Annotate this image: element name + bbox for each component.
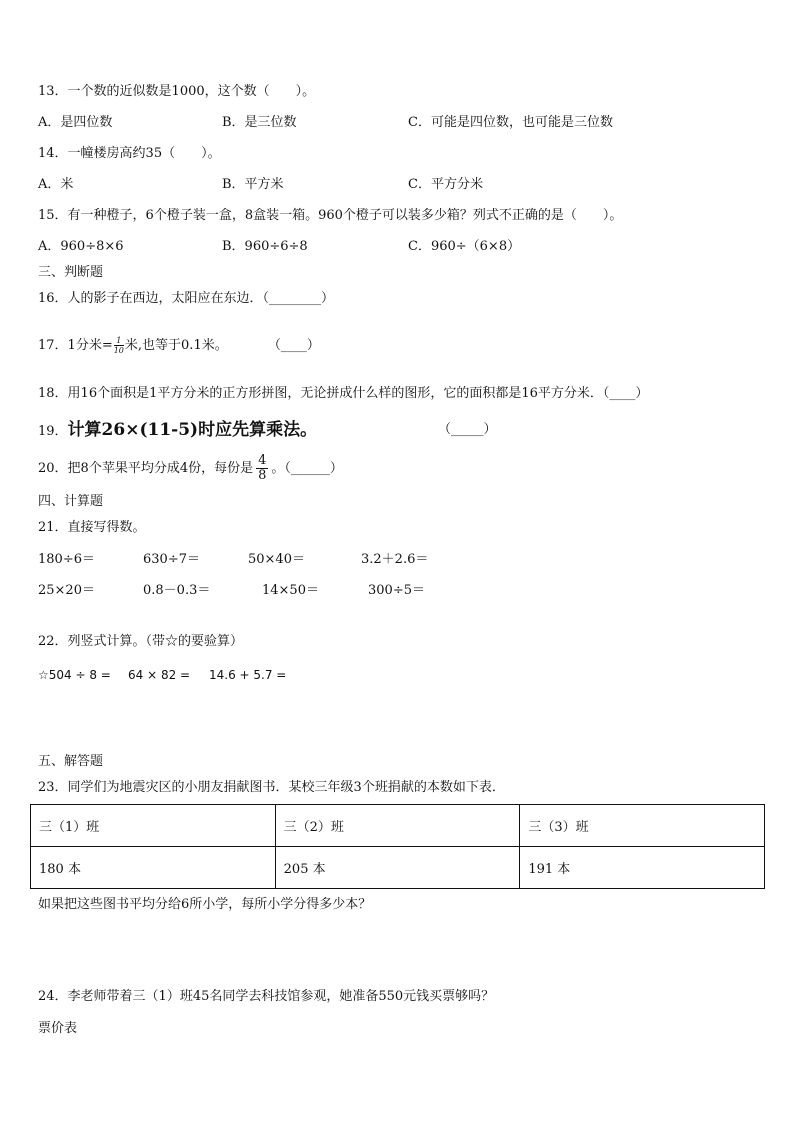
table-header-cell: 三（3）班 <box>520 805 765 847</box>
q17-suffix: 米,也等于0.1米。 <box>124 338 228 353</box>
q20-fraction <box>256 454 268 483</box>
q20 <box>38 454 343 484</box>
table-cell: 180 本 <box>31 847 276 889</box>
q22-item: 64 × 82 = <box>128 668 191 682</box>
q13-option-c: C．可能是四位数，也可能是三位数 <box>408 115 613 130</box>
q20-suffix: 。（______） <box>271 461 343 476</box>
table-cell: 191 本 <box>520 847 765 889</box>
q13-option-b: B．是三位数 <box>222 115 297 130</box>
q21-stem: 21．直接写得数。 <box>38 520 146 535</box>
q15-stem: 15．有一种橙子，6个橙子装一盒，8盒装一箱。960个橙子可以装多少箱？列式不正确的是（ ）。 <box>38 208 623 223</box>
q19 <box>38 420 317 442</box>
q21-item: 0.8－0.3＝ <box>143 583 211 598</box>
q14-option-a: A．米 <box>38 177 74 192</box>
section-3-heading: 三、判断题 <box>38 265 104 280</box>
table-header-cell: 三（1）班 <box>31 805 276 847</box>
q23-table <box>30 804 765 889</box>
q23-stem: 23．同学们为地震灾区的小朋友捐献图书．某校三年级3个班捐献的本数如下表． <box>38 780 505 795</box>
q20-prefix: 20．把8个苹果平均分成4份，每份是 <box>38 461 254 476</box>
q15-option-b: B．960÷6÷8 <box>222 239 308 254</box>
q21-item: 3.2＋2.6＝ <box>361 552 429 567</box>
section-5-heading: 五、解答题 <box>38 754 104 769</box>
q22-item: ☆504 ÷ 8 = <box>38 668 111 682</box>
table-header-cell: 三（2）班 <box>275 805 520 847</box>
q14-option-b: B．平方米 <box>222 177 284 192</box>
q17-fraction-denominator: 10 <box>113 346 124 355</box>
q21-item: 180÷6＝ <box>38 552 95 567</box>
q24-stem: 24．李老师带着三（1）班45名同学去科技馆参观，她准备550元钱买票够吗？ <box>38 989 495 1004</box>
q17-fraction <box>114 336 124 355</box>
table-row <box>31 805 765 847</box>
q18: 18．用16个面积是1平方分米的正方形拼图，无论拼成什么样的图形，它的面积都是16平方分米．（____） <box>38 386 649 401</box>
q22-item: 14.6 + 5.7 = <box>209 668 287 682</box>
q19-answer-blank: （_____） <box>438 422 497 437</box>
q13-option-a: A．是四位数 <box>38 115 113 130</box>
q21-item: 14×50＝ <box>262 583 319 598</box>
q21-item: 300÷5＝ <box>368 583 425 598</box>
q17 <box>38 336 320 356</box>
q21-item: 630÷7＝ <box>143 552 200 567</box>
q20-fraction-numerator: 4 <box>258 453 267 468</box>
q23-question: 如果把这些图书平均分给6所小学，每所小学分得多少本？ <box>38 897 372 912</box>
q14-stem: 14．一幢楼房高约35（ ）。 <box>38 146 221 161</box>
q19-number: 19． <box>38 424 68 439</box>
q24-table-title: 票价表 <box>38 1021 78 1036</box>
q21-item: 25×20＝ <box>38 583 95 598</box>
q17-fraction-numerator: 1 <box>114 336 124 346</box>
q21-item: 50×40＝ <box>248 552 305 567</box>
q15-option-c: C．960÷（6×8） <box>408 239 521 254</box>
table-cell: 205 本 <box>275 847 520 889</box>
q17-prefix: 17．1分米= <box>38 338 113 353</box>
section-4-heading: 四、计算题 <box>38 494 104 509</box>
q15-option-a: A．960÷8×6 <box>38 239 124 254</box>
q14-option-c: C．平方分米 <box>408 177 483 192</box>
q22-stem: 22．列竖式计算。（带☆的要验算） <box>38 634 244 649</box>
q13-stem: 13．一个数的近似数是1000，这个数（ ）。 <box>38 84 316 99</box>
q17-answer-blank: （____） <box>267 338 320 353</box>
q16: 16．人的影子在西边，太阳应在东边．（________） <box>38 291 335 306</box>
q19-text: 计算26×(11-5)时应先算乘法。 <box>67 420 318 440</box>
q20-fraction-denominator: 8 <box>258 468 267 483</box>
table-row <box>31 847 765 889</box>
